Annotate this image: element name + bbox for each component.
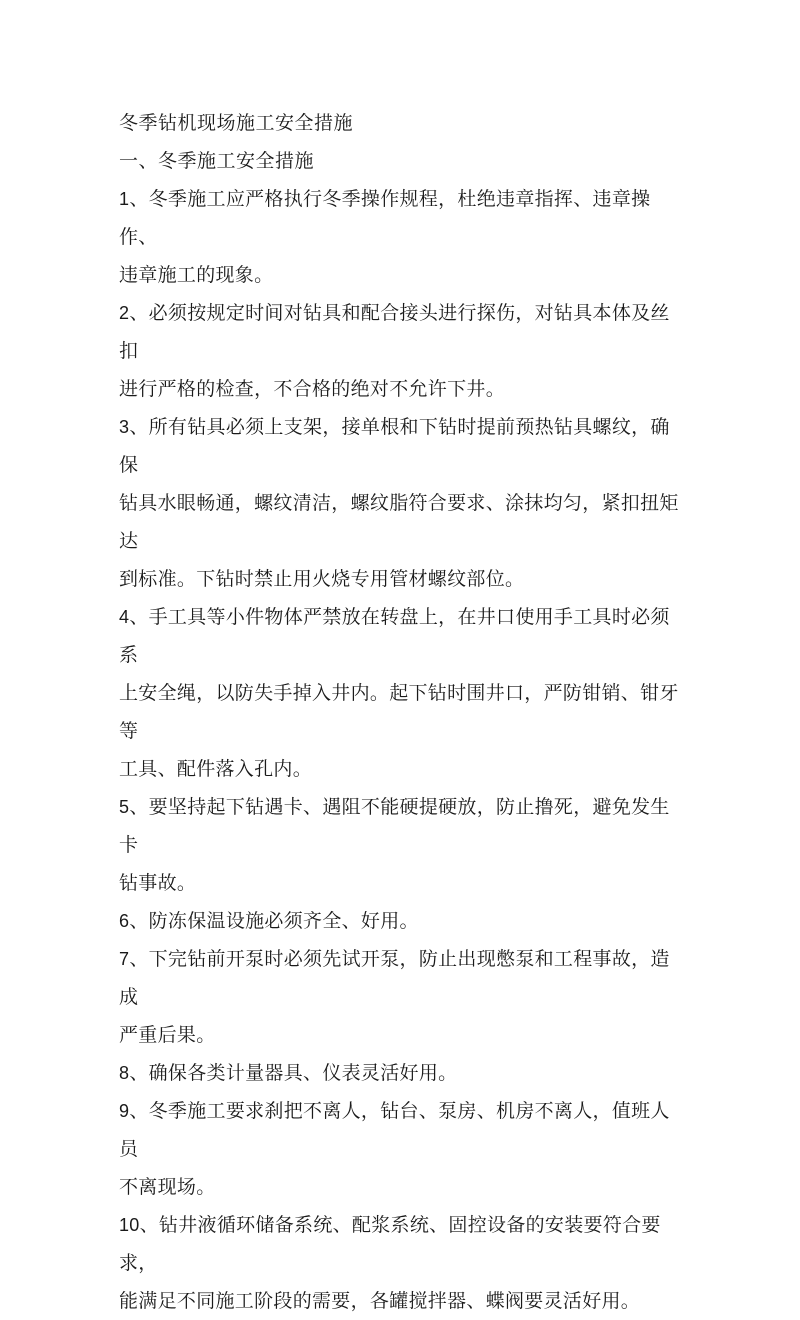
item-text: 、要坚持起下钻遇卡、遇阻不能硬提硬放，防止撸死，避免发生卡 [119,796,670,856]
item-text: 工具、配件落入孔内。 [119,758,313,780]
item-text: 、下完钻前开泵时必须先试开泵，防止出现憋泵和工程事故，造成 [119,948,670,1008]
item-text: 进行严格的检查，不合格的绝对不允许下井。 [119,378,506,400]
item-text: 、冬季施工要求刹把不离人，钻台、泵房、机房不离人，值班人员 [119,1100,670,1160]
list-item-line [119,864,679,902]
item-text: 、所有钻具必须上支架，接单根和下钻时提前预热钻具螺纹，确保 [119,416,670,476]
list-item-line [119,1168,679,1206]
item-text: 、必须按规定时间对钻具和配合接头进行探伤，对钻具本体及丝扣 [119,302,670,362]
list-item-line [119,1054,679,1092]
item-text: 能满足不同施工阶段的需要，各罐搅拌器、蝶阀要灵活好用。 [119,1290,641,1312]
item-number: 9 [119,1101,130,1121]
list-item-line [119,1092,679,1168]
list-item-line [119,484,679,560]
list-item-line [119,180,679,256]
list-item-line [119,1282,679,1320]
item-text: 到标准。下钻时禁止用火烧专用管材螺纹部位。 [119,568,525,590]
list-item-line [119,674,679,750]
item-text: 违章施工的现象。 [119,264,274,286]
document-page [119,104,679,1320]
item-text: 、确保各类计量器具、仪表灵活好用。 [129,1062,458,1084]
item-number: 8 [119,1063,130,1083]
list-item-line [119,598,679,674]
item-text: 不离现场。 [119,1176,216,1198]
item-number: 2 [119,303,130,323]
list-item-line [119,788,679,864]
item-number: 5 [119,797,130,817]
item-number: 10 [119,1215,140,1235]
item-number: 7 [119,949,130,969]
list-item-line [119,902,679,940]
list-item-line [119,940,679,1016]
list-item-line [119,1206,679,1282]
item-number: 1 [119,189,130,209]
list-item-line [119,370,679,408]
list-item-line [119,750,679,788]
item-text: 、钻井液循环储备系统、配浆系统、固控设备的安装要符合要求， [119,1214,661,1274]
item-text: 、手工具等小件物体严禁放在转盘上，在井口使用手工具时必须系 [119,606,670,666]
item-number: 3 [119,417,130,437]
measures-list [119,180,679,1320]
item-number: 6 [119,911,130,931]
item-text: 严重后果。 [119,1024,216,1046]
item-number: 4 [119,607,130,627]
item-text: 钻具水眼畅通，螺纹清洁，螺纹脂符合要求、涂抹均匀，紧扣扭矩达 [119,492,679,552]
item-text: 上安全绳，以防失手掉入井内。起下钻时围井口，严防钳销、钳牙等 [119,682,679,742]
list-item-line [119,294,679,370]
list-item-line [119,560,679,598]
list-item-line [119,256,679,294]
document-title: 冬季钻机现场施工安全措施 [119,112,354,134]
item-text: 、防冻保温设施必须齐全、好用。 [129,910,419,932]
section-heading: 一、冬季施工安全措施 [119,150,315,172]
list-item-line [119,1016,679,1054]
item-text: 、冬季施工应严格执行冬季操作规程，杜绝违章指挥、违章操作、 [119,188,651,248]
list-item-line [119,408,679,484]
item-text: 钻事故。 [119,872,197,894]
